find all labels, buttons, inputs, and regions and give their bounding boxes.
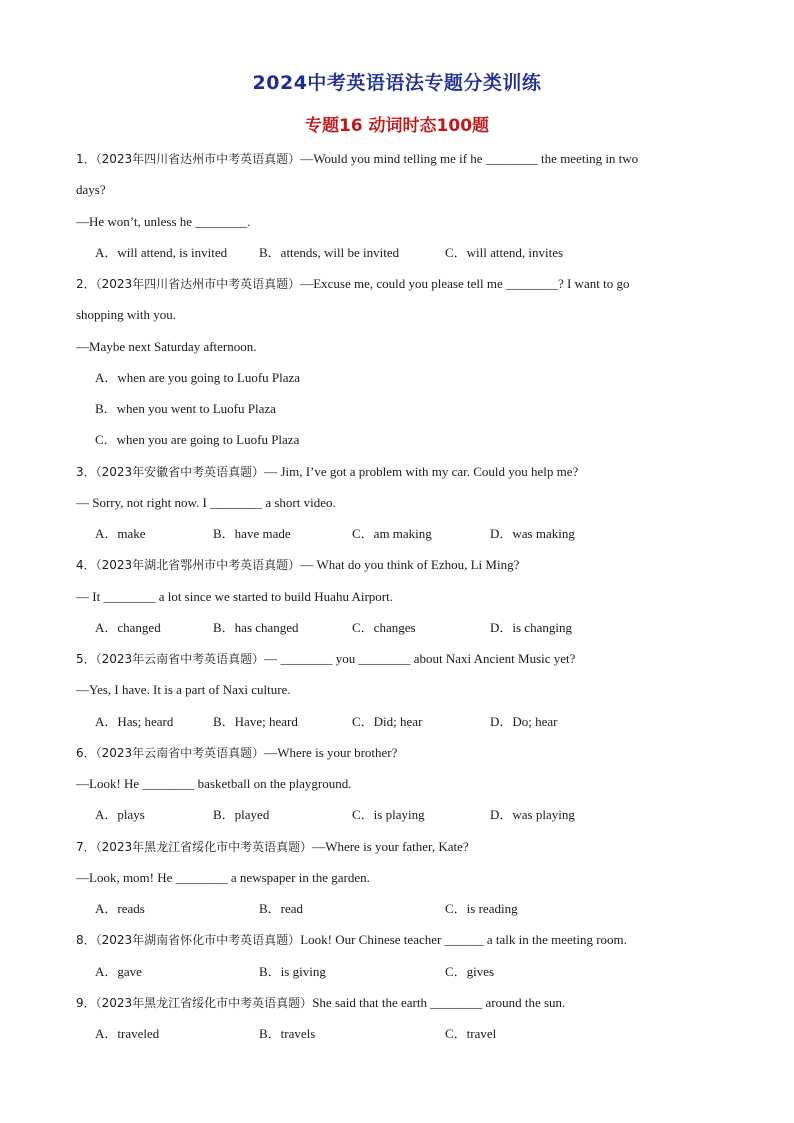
option-c[interactable]: C．Did; hear [352,713,423,729]
question-8-stem [76,929,716,960]
option-a[interactable]: A．traveled [95,1026,160,1041]
option-d[interactable]: D．was making [490,526,575,541]
question-text: — What do you think of Ezhou, Li Ming? [300,557,520,573]
option-b[interactable]: B．played [213,807,270,823]
option-b[interactable]: B．has changed [213,619,299,635]
question-7-options [76,898,716,929]
option-a[interactable]: A．make [95,526,146,541]
option-c[interactable]: C．is reading [445,901,518,916]
question-5-reply: —Yes, I have. It is a part of Naxi culture. [76,682,291,698]
option-b[interactable]: B．attends, will be invited [259,244,400,260]
option-b[interactable]: B．read [259,901,304,916]
question-1-reply: —He won’t, unless he ________. [76,213,251,229]
question-7-stem [76,836,716,867]
question-source: 5．（2023年云南省中考英语真题） [76,652,265,666]
question-2-option-b-row [76,398,716,429]
question-text: —Would you mind telling me if he ________ the meeting in two [300,151,639,166]
option-c[interactable]: C．when you are going to Luofu Plaza [95,432,300,448]
option-a[interactable]: A．when are you going to Luofu Plaza [95,369,301,385]
option-c[interactable]: C．will attend, invites [445,244,564,260]
question-5-stem [76,648,716,679]
question-text: Look! Our Chinese teacher ______ a talk in the meeting room. [300,932,627,948]
question-source: 7．（2023年黑龙江省绥化市中考英语真题） [76,839,313,854]
question-source: 1．（2023年四川省达州市中考英语真题） [76,152,301,166]
option-c[interactable]: C．changes [352,619,416,635]
question-2-reply: —Maybe next Saturday afternoon. [76,338,257,354]
option-b[interactable]: B．Have; heard [213,713,298,729]
question-7-reply: —Look, mom! He ________ a newspaper in the garden. [76,869,370,885]
option-a[interactable]: A．will attend, is invited [95,244,228,260]
question-source: 2．（2023年四川省达州市中考英语真题） [76,277,301,291]
question-1-stem [76,148,716,179]
question-source: 9．（2023年黑龙江省绥化市中考英语真题） [76,995,313,1010]
option-c[interactable]: C．is playing [352,807,425,823]
question-6-reply: —Look! He ________ basketball on the playground. [76,776,352,791]
option-c[interactable]: C．gives [445,963,495,979]
question-source: 4．（2023年湖北省鄂州市中考英语真题） [76,558,301,573]
option-a[interactable]: A．gave [95,963,142,979]
question-text: — ________ you ________ about Naxi Ancient Music yet? [264,651,576,666]
option-d[interactable]: D．is changing [490,619,572,635]
option-c[interactable]: C．am making [352,526,432,541]
question-text: —Where is your brother? [264,744,398,760]
question-2-option-a-row [76,367,716,398]
question-4-options [76,617,716,648]
option-b[interactable]: B．is giving [259,963,326,979]
option-d[interactable]: D．Do; hear [490,713,558,729]
option-b[interactable]: B．when you went to Luofu Plaza [95,401,276,416]
question-1-options [76,242,716,273]
question-3-reply: — Sorry, not right now. I ________ a short video. [76,494,336,510]
option-a[interactable]: A．reads [95,901,145,916]
question-5-options [76,711,716,742]
question-text: — Jim, I’ve got a problem with my car. Could you help me? [264,463,579,479]
question-1-stem-cont: days? [76,182,106,198]
question-9-stem [76,992,716,1023]
question-2-stem-cont: shopping with you. [76,307,177,323]
question-6-stem [76,742,716,773]
option-b[interactable]: B．travels [259,1026,316,1041]
question-8-options [76,961,716,992]
option-c[interactable]: C．travel [445,1026,497,1041]
option-a[interactable]: A．Has; heard [95,713,174,729]
question-3-stem [76,461,716,492]
question-source: 8．（2023年湖南省怀化市中考英语真题） [76,933,301,948]
option-a[interactable]: A．changed [95,619,161,635]
question-2-option-c-row [76,429,716,460]
question-source: 3．（2023年安徽省中考英语真题） [76,464,265,479]
question-list [76,148,716,1054]
page-subtitle: 专题16 动词时态100题 [304,116,490,136]
page-title: 2024中考英语语法专题分类训练 [252,72,542,94]
question-4-stem [76,554,716,585]
question-2-stem [76,273,716,304]
question-9-options [76,1023,716,1054]
question-text: She said that the earth ________ around the sun. [312,994,566,1010]
question-4-reply: — It ________ a lot since we started to build Huahu Airport. [76,588,394,604]
option-d[interactable]: D．was playing [490,807,575,823]
option-a[interactable]: A．plays [95,807,145,823]
question-3-options [76,523,716,554]
question-text: —Where is your father, Kate? [312,838,469,854]
option-b[interactable]: B．have made [213,526,291,541]
question-6-options [76,804,716,835]
question-text: —Excuse me, could you please tell me ________? I want to go [300,276,630,291]
question-source: 6．（2023年云南省中考英语真题） [76,745,265,760]
